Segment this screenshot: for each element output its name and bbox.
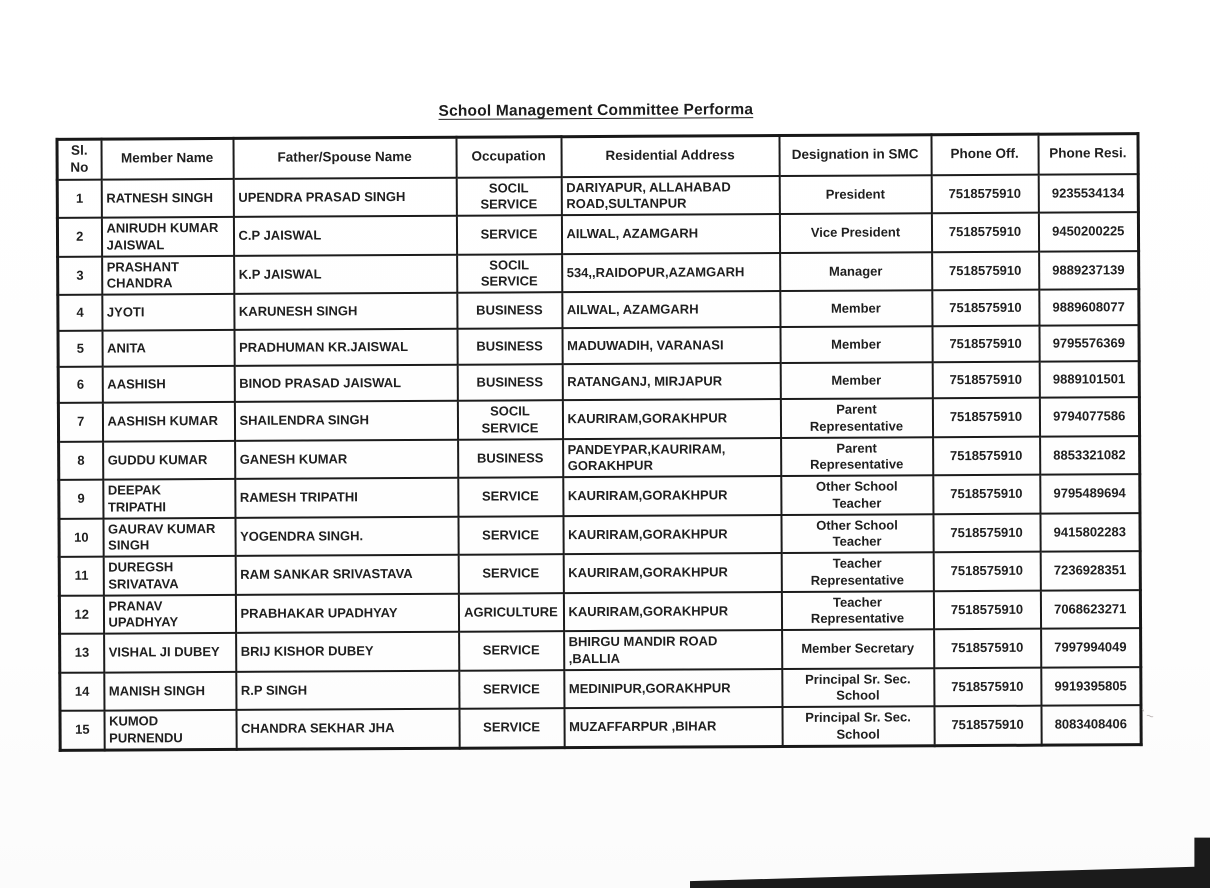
cell-address: KAURIRAM,GORAKHPUR <box>562 399 780 439</box>
cell-occupation: AGRICULTURE <box>458 593 563 632</box>
table-row <box>60 667 1141 711</box>
cell-phone_off: 7518575910 <box>933 475 1040 514</box>
cell-phone_resi: 9794077586 <box>1039 397 1139 436</box>
cell-sl: 11 <box>59 557 103 596</box>
cell-phone_resi: 7997994049 <box>1041 628 1141 667</box>
cell-occupation: BUSINESS <box>458 439 563 478</box>
cell-sl: 4 <box>58 295 102 331</box>
cell-address: AILWAL, AZAMGARH <box>561 214 779 254</box>
cell-phone_resi: 9415802283 <box>1040 513 1140 552</box>
cell-member: PRANAV UPADHYAY <box>103 595 235 634</box>
document-content <box>55 99 1139 751</box>
column-header-phone_resi: Phone Resi. <box>1038 134 1138 175</box>
cell-occupation: SERVICE <box>458 554 563 593</box>
cell-phone_resi: 9450200225 <box>1038 212 1138 251</box>
cell-phone_off: 7518575910 <box>933 552 1040 591</box>
table-row <box>58 397 1139 441</box>
cell-sl: 2 <box>57 218 101 257</box>
cell-designation: Vice President <box>779 213 931 252</box>
cell-occupation: SOCIL SERVICE <box>456 177 561 216</box>
cell-occupation: SERVICE <box>458 516 563 555</box>
cell-sl: 3 <box>58 256 102 295</box>
cell-member: PRASHANT CHANDRA <box>102 256 234 295</box>
cell-father: BINOD PRASAD JAISWAL <box>234 365 457 402</box>
cell-designation: Member <box>780 290 932 327</box>
cell-sl: 13 <box>60 634 104 673</box>
table-row <box>59 436 1140 480</box>
cell-member: DEEPAK TRIPATHI <box>103 479 235 518</box>
cell-father: PRADHUMAN KR.JAISWAL <box>234 329 457 366</box>
cell-address: BHIRGU MANDIR ROAD ,BALLIA <box>564 630 782 670</box>
cell-member: AASHISH <box>102 366 234 403</box>
cell-phone_off: 7518575910 <box>933 513 1040 552</box>
cell-address: KAURIRAM,GORAKHPUR <box>563 515 781 555</box>
cell-occupation: SOCIL SERVICE <box>457 254 562 293</box>
cell-member: ANIRUDH KUMAR JAISWAL <box>101 217 233 256</box>
cell-sl: 9 <box>59 480 103 519</box>
cell-father: PRABHAKAR UPADHYAY <box>235 593 458 633</box>
cell-sl: 12 <box>59 595 103 634</box>
table-row <box>58 289 1139 331</box>
table-row <box>60 628 1141 672</box>
column-header-phone_off: Phone Off. <box>931 134 1038 175</box>
column-header-sl: Sl. No <box>57 139 101 179</box>
cell-phone_off: 7518575910 <box>932 326 1039 363</box>
table-row <box>59 590 1140 634</box>
cell-address: MEDINIPUR,GORAKHPUR <box>564 669 782 709</box>
cell-designation: Parent Representative <box>781 437 933 476</box>
cell-designation: Member Secretary <box>782 629 934 668</box>
cell-phone_resi: 9889237139 <box>1039 251 1139 290</box>
table-row <box>60 705 1141 750</box>
table-row <box>59 474 1140 518</box>
cell-address: KAURIRAM,GORAKHPUR <box>563 592 781 632</box>
cell-occupation: SERVICE <box>459 708 564 748</box>
cell-member: GUDDU KUMAR <box>103 441 235 480</box>
cell-address: AILWAL, AZAMGARH <box>562 291 780 328</box>
cell-father: CHANDRA SEKHAR JHA <box>236 709 459 749</box>
cell-member: KUMOD PURNENDU <box>104 710 236 750</box>
cell-phone_off: 7518575910 <box>931 213 1038 252</box>
cell-occupation: SERVICE <box>459 670 564 709</box>
cell-father: K.P JAISWAL <box>234 254 457 294</box>
cell-phone_resi: 7236928351 <box>1040 551 1140 590</box>
cell-member: JYOTI <box>102 294 234 331</box>
cell-address: MUZAFFARPUR ,BIHAR <box>564 707 782 747</box>
cell-father: GANESH KUMAR <box>235 439 458 479</box>
cell-sl: 14 <box>60 672 104 711</box>
cell-occupation: BUSINESS <box>457 328 562 365</box>
table-row <box>57 212 1138 256</box>
table-row <box>58 251 1139 295</box>
cell-father: SHAILENDRA SINGH <box>234 401 457 441</box>
cell-designation: Member <box>780 326 932 363</box>
cell-phone_off: 7518575910 <box>932 251 1039 290</box>
cell-member: VISHAL JI DUBEY <box>104 633 236 672</box>
cell-sl: 1 <box>57 179 101 218</box>
smc-table <box>55 132 1142 751</box>
table-body <box>57 174 1141 750</box>
cell-occupation: SERVICE <box>458 477 563 516</box>
cell-sl: 6 <box>58 367 102 403</box>
table-header-row <box>57 134 1138 180</box>
cell-designation: Other School Teacher <box>781 514 933 553</box>
cell-occupation: BUSINESS <box>457 292 562 329</box>
cell-member: ANITA <box>102 330 234 367</box>
table-row <box>59 551 1140 595</box>
cell-designation: Parent Representative <box>780 398 932 437</box>
cell-member: GAURAV KUMAR SINGH <box>103 518 235 557</box>
cell-designation: Teacher Representative <box>781 552 933 591</box>
cell-phone_resi: 9235534134 <box>1038 174 1138 213</box>
page-title: School Management Committee Performa <box>438 101 754 120</box>
cell-father: YOGENDRA SINGH. <box>235 516 458 556</box>
cell-member: AASHISH KUMAR <box>102 402 234 441</box>
cell-phone_off: 7518575910 <box>934 706 1041 746</box>
column-header-father: Father/Spouse Name <box>233 137 456 178</box>
cell-designation: President <box>779 175 931 214</box>
cell-phone_off: 7518575910 <box>932 362 1039 399</box>
cell-member: DUREGSH SRIVATAVA <box>103 556 235 595</box>
cell-sl: 15 <box>60 711 104 750</box>
cell-sl: 10 <box>59 518 103 557</box>
cell-phone_resi: 8853321082 <box>1040 436 1140 475</box>
column-header-member: Member Name <box>101 138 233 179</box>
table-row <box>57 174 1138 218</box>
cell-phone_resi: 9795576369 <box>1039 325 1139 362</box>
column-header-address: Residential Address <box>561 136 779 177</box>
cell-member: RATNESH SINGH <box>101 179 233 218</box>
cell-father: KARUNESH SINGH <box>234 293 457 330</box>
cell-phone_resi: 7068623271 <box>1040 590 1140 629</box>
scan-edge-shadow <box>690 835 1210 888</box>
cell-phone_off: 7518575910 <box>931 174 1038 213</box>
column-header-occupation: Occupation <box>456 137 561 178</box>
cell-designation: Other School Teacher <box>781 475 933 514</box>
table-row <box>59 513 1140 557</box>
cell-designation: Manager <box>780 252 932 291</box>
cell-phone_off: 7518575910 <box>933 436 1040 475</box>
table-row <box>58 325 1139 367</box>
table-row <box>58 361 1139 403</box>
cell-phone_off: 7518575910 <box>932 398 1039 437</box>
cell-father: RAM SANKAR SRIVASTAVA <box>235 555 458 595</box>
cell-designation: Member <box>780 362 932 399</box>
cell-phone_resi: 9795489694 <box>1040 474 1140 513</box>
cell-sl: 7 <box>58 403 102 442</box>
cell-designation: Principal Sr. Sec. School <box>782 706 934 746</box>
cell-occupation: BUSINESS <box>457 364 562 401</box>
cell-phone_resi: 9919395805 <box>1041 667 1141 706</box>
cell-address: MADUWADIH, VARANASI <box>562 327 780 364</box>
cell-phone_resi: 9889101501 <box>1039 361 1139 398</box>
cell-phone_off: 7518575910 <box>932 290 1039 327</box>
cell-phone_off: 7518575910 <box>933 590 1040 629</box>
cell-phone_off: 7518575910 <box>934 629 1041 668</box>
cell-occupation: SERVICE <box>456 215 561 254</box>
cell-father: UPENDRA PRASAD SINGH <box>233 177 456 217</box>
cell-address: RATANGANJ, MIRJAPUR <box>562 363 780 400</box>
cell-address: DARIYAPUR, ALLAHABAD ROAD,SULTANPUR <box>561 176 779 216</box>
cell-phone_resi: 8083408406 <box>1041 705 1141 745</box>
cell-address: 534,,RAIDOPUR,AZAMGARH <box>562 253 780 293</box>
cell-sl: 5 <box>58 331 102 367</box>
cell-designation: Teacher Representative <box>781 591 933 630</box>
cell-father: BRIJ KISHOR DUBEY <box>236 632 459 672</box>
cell-occupation: SERVICE <box>459 631 564 670</box>
scan-smudge-mark: `~ <box>1138 706 1158 725</box>
cell-phone_off: 7518575910 <box>934 667 1041 706</box>
cell-father: RAMESH TRIPATHI <box>235 478 458 518</box>
cell-father: R.P SINGH <box>236 670 459 710</box>
cell-address: KAURIRAM,GORAKHPUR <box>563 476 781 516</box>
cell-phone_resi: 9889608077 <box>1039 289 1139 326</box>
cell-member: MANISH SINGH <box>104 672 236 711</box>
column-header-designation: Designation in SMC <box>779 135 931 176</box>
cell-address: KAURIRAM,GORAKHPUR <box>563 553 781 593</box>
cell-address: PANDEYPAR,KAURIRAM, GORAKHPUR <box>563 438 781 478</box>
cell-sl: 8 <box>59 441 103 480</box>
cell-occupation: SOCIL SERVICE <box>457 400 562 439</box>
cell-designation: Principal Sr. Sec. School <box>782 668 934 707</box>
cell-father: C.P JAISWAL <box>233 216 456 256</box>
